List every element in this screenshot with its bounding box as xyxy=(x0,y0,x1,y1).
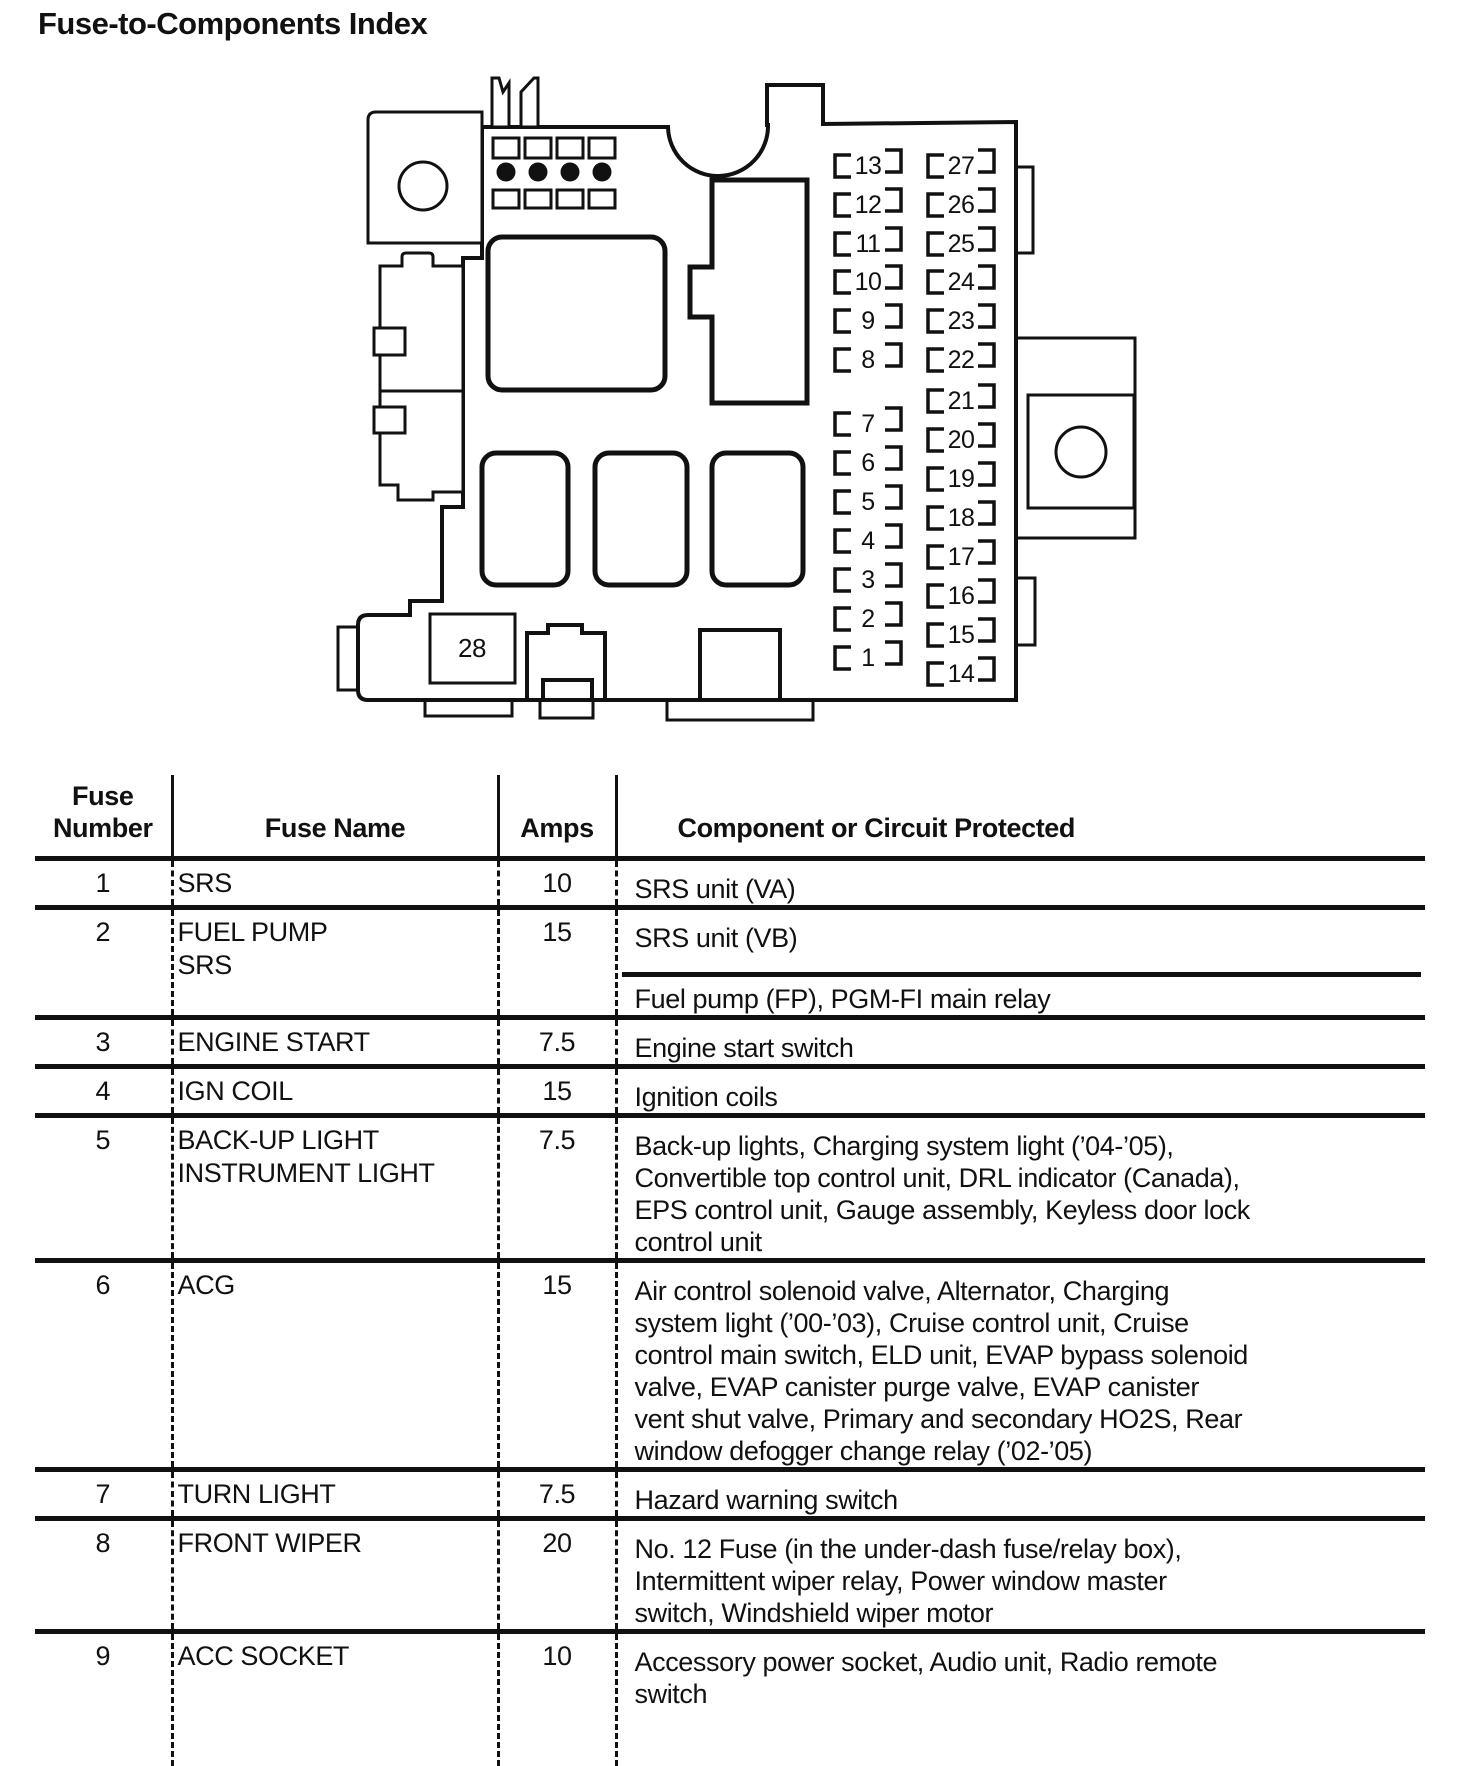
bottom-base-tab-left xyxy=(425,700,512,716)
fuse-slot-label: 9 xyxy=(861,307,875,335)
table-row-fuse-8 xyxy=(35,1518,1425,1631)
fuse-slot-label: 23 xyxy=(947,307,975,335)
right-tab-upper xyxy=(1016,167,1033,253)
table-row-fuse-1 xyxy=(35,858,1425,907)
amps-cell: 20 xyxy=(498,1518,616,1631)
relay-3 xyxy=(712,453,803,585)
amps-cell: 7.5 xyxy=(498,1115,616,1260)
fuse-slot-label: 1 xyxy=(861,644,875,672)
fuse-slot-label: 5 xyxy=(861,488,875,516)
header-component: Component or Circuit Protected xyxy=(616,775,1425,858)
amps-cell: 15 xyxy=(498,907,616,1017)
header-amps: Amps xyxy=(498,775,616,858)
fuse-number-cell: 4 xyxy=(35,1066,172,1115)
relay-2 xyxy=(595,453,687,585)
fuse-slot-label: 7 xyxy=(861,410,875,438)
fuse-slot-label: 17 xyxy=(947,543,975,571)
fuse-slot-label: 24 xyxy=(947,268,975,296)
bottom-base-tab-mid xyxy=(540,700,593,718)
component-entry: SRS unit (VA) xyxy=(634,873,796,904)
fuse-slot-label: 6 xyxy=(861,449,875,477)
fuse-slot-label: 21 xyxy=(947,387,975,415)
fuse-slot-label: 18 xyxy=(947,504,975,532)
fuse-number-cell: 5 xyxy=(35,1115,172,1260)
table-header-row xyxy=(35,775,1425,858)
right-tab-lower xyxy=(1016,578,1035,645)
fuse-number-cell: 6 xyxy=(35,1260,172,1469)
amps-cell: 7.5 xyxy=(498,1017,616,1066)
component-entry: SRS unit (VB) xyxy=(622,916,1422,977)
table-row-fuse-9 xyxy=(35,1631,1425,1766)
amps-cell: 15 xyxy=(498,1260,616,1469)
component-cell xyxy=(616,1017,1425,1066)
table-row-fuse-5 xyxy=(35,1115,1425,1260)
component-cell xyxy=(616,907,1425,1017)
fuse-slot-label: 13 xyxy=(854,152,882,180)
fuse-slot-label: 25 xyxy=(947,230,975,258)
bottom-pedestal xyxy=(700,630,780,700)
right-mounting-hole xyxy=(1056,427,1106,477)
fuse-name-cell: SRS xyxy=(172,858,498,907)
component-entry: Ignition coils xyxy=(634,1081,778,1112)
component-cell xyxy=(616,1518,1425,1631)
table-row-fuse-2 xyxy=(35,907,1425,1017)
fuse-slot-label: 26 xyxy=(947,191,975,219)
fuse-slot-label: 15 xyxy=(947,621,975,649)
left-boot-tab xyxy=(338,627,358,690)
fuse-slot-label: 16 xyxy=(947,582,975,610)
component-entry: Air control solenoid valve, Alternator, Charging system light (’00-’03), Cruise control unit, Cruise control main switch, ELD unit, EVAP bypass solenoid valve, EVAP canister purge valve, EVAP canister vent shut valve, Primary and secondary HO2S, Rear window defogger change relay (’02-’05) xyxy=(634,1275,1248,1466)
component-entry: Accessory power socket, Audio unit, Radio remote switch xyxy=(634,1646,1218,1709)
fuse-name-cell: FRONT WIPER xyxy=(172,1518,498,1631)
fuse-slot-label: 2 xyxy=(861,605,875,633)
component-entry: Hazard warning switch xyxy=(634,1484,898,1515)
top-prong-left xyxy=(492,78,509,127)
component-cell xyxy=(616,1066,1425,1115)
fuse-number-cell: 3 xyxy=(35,1017,172,1066)
table-row-fuse-6 xyxy=(35,1260,1425,1469)
fuse-number-cell: 8 xyxy=(35,1518,172,1631)
fuse-number-cell: 1 xyxy=(35,858,172,907)
fuse-slot-label: 3 xyxy=(861,566,875,594)
component-entry: Engine start switch xyxy=(634,1032,854,1063)
header-fuse-name: Fuse Name xyxy=(172,775,498,858)
fuse-box-diagram xyxy=(330,60,1140,725)
terminal-pin xyxy=(497,163,516,182)
top-prong-right xyxy=(521,78,538,127)
left-latch-upper xyxy=(374,328,405,355)
component-cell xyxy=(616,1260,1425,1469)
fuse-name-cell: ENGINE START xyxy=(172,1017,498,1066)
component-cell xyxy=(616,1469,1425,1518)
terminal-pin xyxy=(529,163,548,182)
component-cell xyxy=(616,858,1425,907)
fuse-number-cell: 2 xyxy=(35,907,172,1017)
page-title: Fuse-to-Components Index xyxy=(38,6,428,41)
component-entry: Fuel pump (FP), PGM-FI main relay xyxy=(634,983,1051,1014)
table-row-fuse-4 xyxy=(35,1066,1425,1115)
terminal-pin xyxy=(593,163,612,182)
relay-1 xyxy=(482,453,568,585)
fuse-slot-label: 10 xyxy=(854,268,882,296)
fuse-index-table xyxy=(35,775,1425,1766)
fuse-slot-label: 11 xyxy=(855,230,881,258)
header-fuse-number: Fuse Number xyxy=(35,775,172,858)
table-row-fuse-3 xyxy=(35,1017,1425,1066)
fuse-slot-label: 8 xyxy=(861,346,875,374)
amps-cell: 10 xyxy=(498,1631,616,1766)
fuse-name-cell: ACG xyxy=(172,1260,498,1469)
amps-cell: 7.5 xyxy=(498,1469,616,1518)
left-mounting-hole xyxy=(399,162,447,210)
fuse-number-cell: 9 xyxy=(95,1640,111,1671)
table-row-fuse-7 xyxy=(35,1469,1425,1518)
fuse-name-cell: IGN COIL xyxy=(172,1066,498,1115)
component-cell xyxy=(616,1115,1425,1260)
component-entry: Back-up lights, Charging system light (’04-’05), Convertible top control unit, DRL indicator (Canada), EPS control unit, Gauge assembly, Keyless door lock control unit xyxy=(634,1130,1250,1257)
fuse-28-label: 28 xyxy=(458,633,486,663)
component-cell xyxy=(616,1631,1425,1766)
terminal-pin xyxy=(561,163,580,182)
fuse-slot-label: 12 xyxy=(854,191,882,219)
amps-cell: 10 xyxy=(498,858,616,907)
fuse-slot-label: 22 xyxy=(947,346,975,374)
fuse-name-cell: TURN LIGHT xyxy=(172,1469,498,1518)
relay-large xyxy=(488,237,665,390)
fuse-slot-label: 4 xyxy=(861,527,875,555)
fuse-slot-label: 14 xyxy=(947,660,975,688)
fuse-slot-label: 20 xyxy=(947,426,975,454)
fuse-name-cell: FUEL PUMP SRS xyxy=(172,907,498,1017)
amps-cell: 15 xyxy=(498,1066,616,1115)
bottom-base-tab-right xyxy=(667,700,813,720)
fuse-name-cell: ACC SOCKET xyxy=(172,1631,498,1766)
left-latch-lower xyxy=(374,407,405,433)
fuse-slot-label: 27 xyxy=(947,152,975,180)
fuse-slot-label: 19 xyxy=(947,465,975,493)
fuse-name-cell: BACK-UP LIGHT INSTRUMENT LIGHT xyxy=(172,1115,498,1260)
component-entry: No. 12 Fuse (in the under-dash fuse/relay box), Intermittent wiper relay, Power window master switch, Windshield wiper motor xyxy=(634,1533,1182,1628)
fuse-number-cell: 7 xyxy=(35,1469,172,1518)
left-connector-upper xyxy=(380,253,463,391)
